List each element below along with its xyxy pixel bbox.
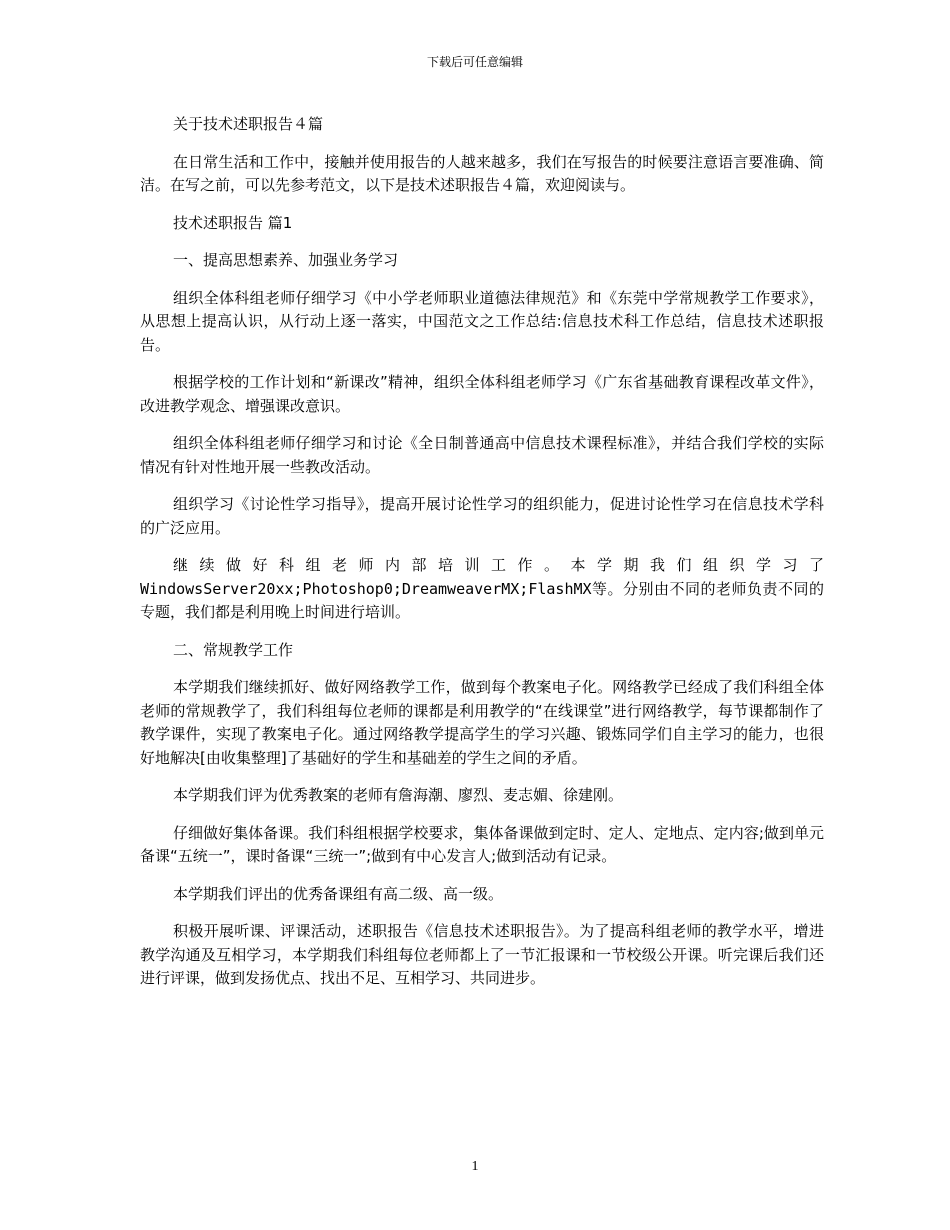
body-paragraph: 仔细做好集体备课。我们科组根据学校要求，集体备课做到定时、定人、定地点、定内容;做到单元备课“五统一”，课时备课“三统一”;做到有中心发言人;做到活动有记录。 (140, 823, 824, 865)
page-number: 1 (471, 1159, 479, 1174)
document-title: 关于技术述职报告４篇 (173, 115, 324, 133)
body-paragraph: 组织全体科组老师仔细学习和讨论《全日制普通高中信息技术课程标准》，并结合我们学校的实际情况有针对性地开展一些教改活动。 (140, 434, 824, 476)
training-intro: 继续做好科组老师内部培训工作。本学期我们组织学习了 (173, 556, 824, 574)
body-paragraph: 积极开展听课、评课活动，述职报告《信息技术述职报告》。为了提高科组老师的教学水平，增进教学沟通及互相学习，本学期我们科组每位老师都上了一节汇报课和一节校级公开课。听完课后我们还进行评课，做到发扬优点、找出不足、互相学习、共同进步。 (140, 922, 824, 987)
body-paragraph: 本学期我们评出的优秀备课组有高二级、高一级。 (173, 884, 504, 903)
body-paragraph: 组织全体科组老师仔细学习《中小学老师职业道德法律规范》和《东莞中学常规教学工作要求》，从思想上提高认识，从行动上逐一落实，中国范文之工作总结:信息技术科工作总结，信息技术述职报告。 (140, 288, 824, 354)
subsection-heading: 一、提高思想素养、加强业务学习 (173, 251, 399, 269)
body-paragraph: 本学期我们评为优秀教案的老师有詹海潮、廖烈、麦志媚、徐建刚。 (173, 786, 624, 804)
software-list: WindowsServer20xx;Photoshop0;DreamweaverMX;FlashMX (140, 579, 592, 598)
training-outro: 等。分别由不同的老师负责不同的专题，我们都是利用晚上时间进行培训。 (140, 579, 824, 621)
body-paragraph: 组织学习《讨论性学习指导》，提高开展讨论性学习的组织能力，促进讨论性学习在信息技术学科的广泛应用。 (140, 495, 824, 537)
page-header: 下载后可任意编辑 (426, 55, 523, 69)
document-body (140, 113, 824, 1005)
body-paragraph: 本学期我们继续抓好、做好网络教学工作，做到每个教案电子化。网络教学已经成了我们科组全体老师的常规教学了，我们科组每位老师的课都是利用教学的“在线课堂”进行网络教学，每节课都制作了教学课件，实现了教案电子化。通过网络教学提高学生的学习兴趣、锻炼同学们自主学习的能力，也很好地解决[由收集整理]了基础好的学生和基础差的学生之间的矛盾。 (140, 678, 824, 767)
training-paragraph (140, 554, 824, 625)
subsection-heading: 二、常规教学工作 (173, 640, 294, 659)
section-heading: 技术述职报告 篇1 (173, 213, 293, 232)
intro-paragraph: 在日常生活和工作中，接触并使用报告的人越来越多，我们在写报告的时候要注意语言要准确、简洁。在写之前，可以先参考范文，以下是技术述职报告４篇，欢迎阅读与。 (140, 152, 824, 194)
body-paragraph: 根据学校的工作计划和“新课改”精神，组织全体科组老师学习《广东省基础教育课程改革文件》，改进教学观念、增强课改意识。 (140, 373, 824, 415)
